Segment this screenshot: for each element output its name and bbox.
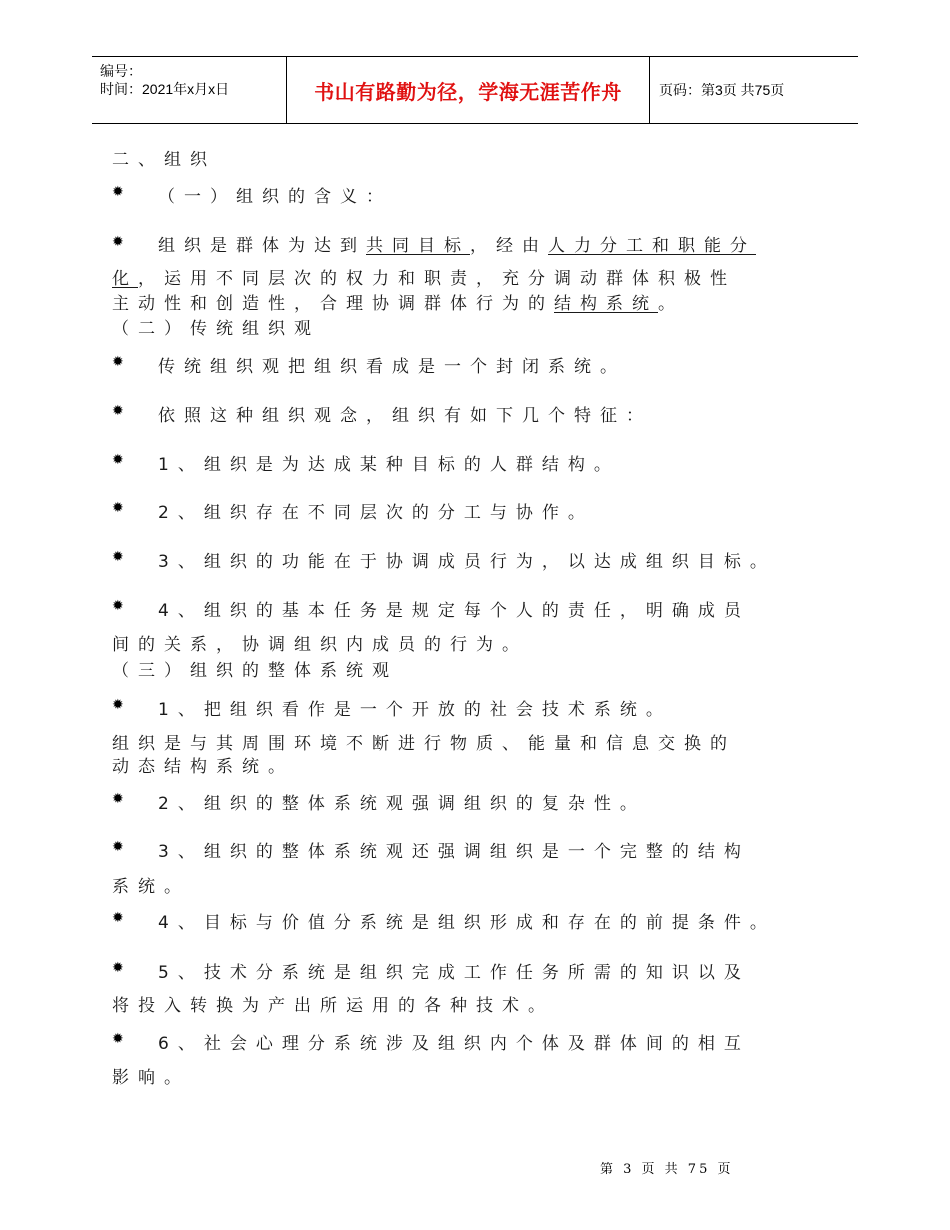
document-header — [92, 56, 858, 124]
list-item: 3、组织的整体系统观还强调组织是一个完整的结构 — [158, 842, 750, 862]
underlined-term: 共同目标 — [366, 236, 470, 256]
paragraph: 动态结构系统。 — [112, 757, 294, 777]
definition-text: 组织是群体为达到 — [158, 236, 366, 256]
bullet-icon: ✹ — [112, 910, 124, 926]
page-info: 页码：第3页 共75页 — [659, 82, 785, 98]
list-item: 3、组织的功能在于协调成员行为，以达成组织目标。 — [158, 552, 776, 572]
date-text: 时间：2021年x月x日 — [100, 81, 230, 97]
bullet-icon: ✹ — [112, 598, 124, 614]
definition-text: 。 — [658, 294, 684, 314]
list-item-continuation: 影响。 — [112, 1068, 190, 1088]
bullet-icon: ✹ — [112, 184, 124, 200]
bullet-icon: ✹ — [112, 1031, 124, 1047]
list-item: 4、组织的基本任务是规定每个人的责任，明确成员 — [158, 601, 750, 621]
bullet-icon: ✹ — [112, 960, 124, 976]
list-item: 6、社会心理分系统涉及组织内个体及群体间的相互 — [158, 1034, 750, 1054]
bullet-icon: ✹ — [112, 697, 124, 713]
list-item: 1、把组织看作是一个开放的社会技术系统。 — [158, 700, 672, 720]
list-item-continuation: 系统。 — [112, 877, 190, 897]
underlined-term: 人力分工和职能分 — [548, 236, 756, 256]
subsection-title: （三）组织的整体系统观 — [112, 661, 398, 681]
list-item: 1、组织是为达成某种目标的人群结构。 — [158, 455, 620, 475]
section-title: 二、组织 — [112, 150, 216, 170]
list-item-continuation: 间的关系，协调组织内成员的行为。 — [112, 635, 528, 655]
definition-text: ，经由 — [470, 236, 548, 256]
definition-line-2 — [112, 264, 736, 289]
list-item: 2、组织的整体系统观强调组织的复杂性。 — [158, 794, 646, 814]
bullet-icon: ✹ — [112, 549, 124, 565]
definition-text: 主动性和创造性，合理协调群体行为的 — [112, 294, 554, 314]
paragraph: 传统组织观把组织看成是一个封闭系统。 — [158, 357, 626, 377]
list-item: 2、组织存在不同层次的分工与协作。 — [158, 503, 594, 523]
bullet-icon: ✹ — [112, 839, 124, 855]
bullet-icon: ✹ — [112, 791, 124, 807]
paragraph: 依照这种组织观念，组织有如下几个特征： — [158, 406, 652, 426]
definition-text: ，运用不同层次的权力和职责，充分调动群体积极性 — [138, 269, 736, 289]
bullet-icon: ✹ — [112, 500, 124, 516]
underlined-term: 结构系统 — [554, 294, 658, 314]
list-item: 4、目标与价值分系统是组织形成和存在的前提条件。 — [158, 913, 776, 933]
subsection-title: （二）传统组织观 — [112, 319, 320, 339]
serial-label: 编号： — [100, 63, 142, 79]
paragraph: 组织是与其周围环境不断进行物质、能量和信息交换的 — [112, 734, 736, 754]
motto: 书山有路勤为径，学海无涯苦作舟 — [314, 79, 622, 104]
header-meta — [92, 57, 286, 123]
bullet-icon: ✹ — [112, 403, 124, 419]
header-page-cell — [649, 57, 858, 123]
page-footer: 第 3 页 共 75 页 — [600, 1162, 734, 1177]
bullet-icon: ✹ — [112, 452, 124, 468]
subsection-title: （一）组织的含义： — [158, 187, 392, 207]
header-motto-cell — [286, 57, 650, 123]
bullet-icon: ✹ — [112, 234, 124, 250]
underlined-term: 化 — [112, 269, 138, 289]
list-item-continuation: 将投入转换为产出所运用的各种技术。 — [112, 996, 554, 1016]
bullet-icon: ✹ — [112, 354, 124, 370]
definition-line-1 — [158, 231, 756, 256]
list-item: 5、技术分系统是组织完成工作任务所需的知识以及 — [158, 963, 750, 983]
definition-line-3 — [112, 289, 684, 314]
